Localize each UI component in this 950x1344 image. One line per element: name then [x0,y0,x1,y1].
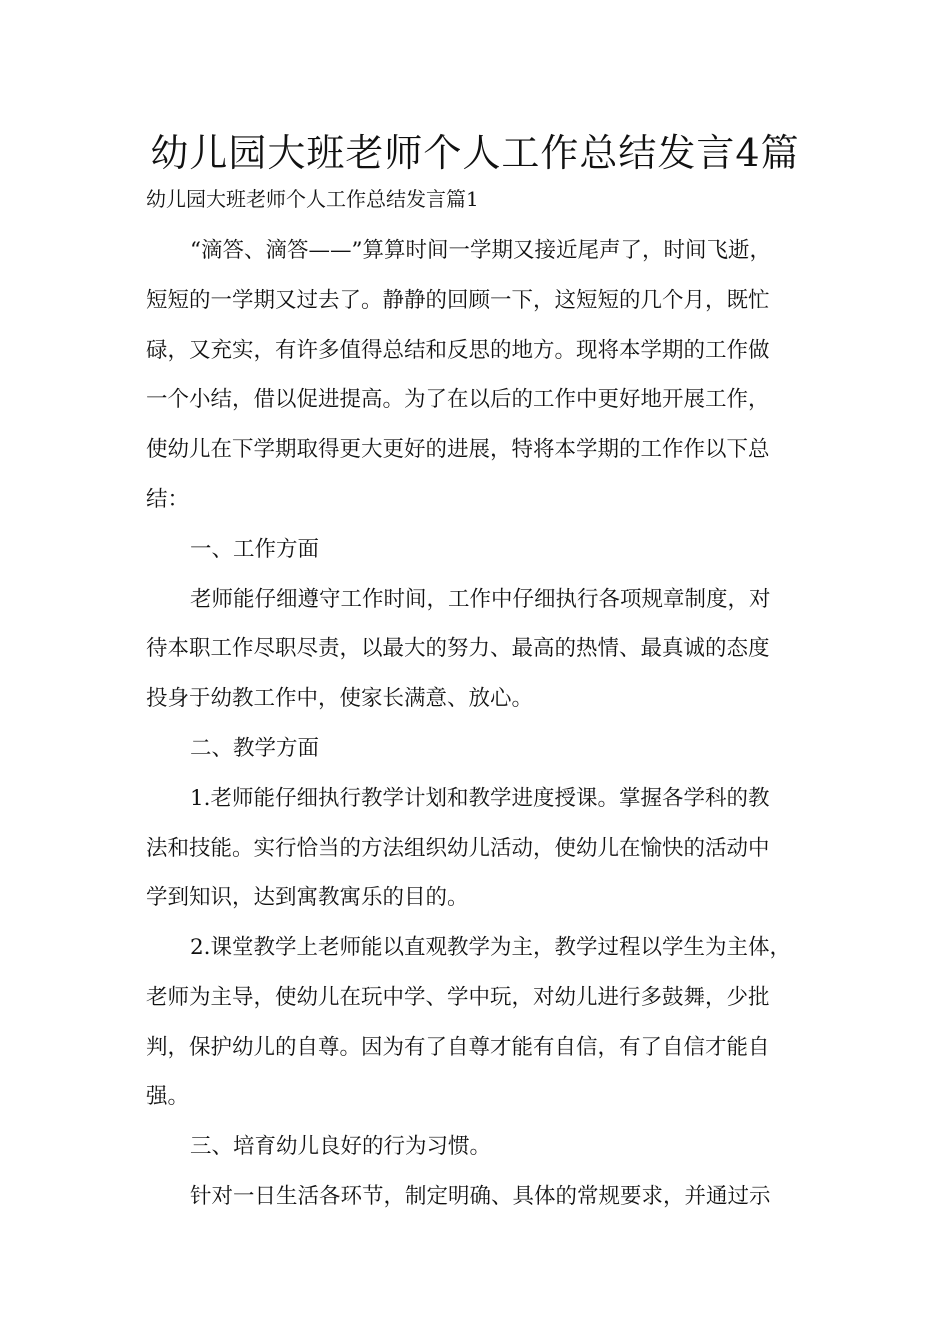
paragraph-line: 碌，又充实，有许多值得总结和反思的地方。现将本学期的工作做 [146,338,770,363]
paragraph-line: 强。 [146,1084,190,1109]
paragraph-line: 判，保护幼儿的自尊。因为有了自尊才能有自信，有了自信才能自 [146,1035,770,1060]
paragraph-line: 2.课堂教学上老师能以直观教学为主，教学过程以学生为主体， [190,935,792,960]
section-heading: 一、工作方面 [190,537,320,562]
paragraph-line: 一个小结，借以促进提高。为了在以后的工作中更好地开展工作， [146,387,770,412]
paragraph-line: 待本职工作尽职尽责，以最大的努力、最高的热情、最真诚的态度 [146,636,770,661]
paragraph-line: 老师能仔细遵守工作时间，工作中仔细执行各项规章制度，对 [190,587,771,612]
section-subtitle: 幼儿园大班老师个人工作总结发言篇1 [146,187,479,211]
paragraph-line: 使幼儿在下学期取得更大更好的进展，特将本学期的工作作以下总 [146,437,770,462]
section-heading: 三、培育幼儿良好的行为习惯。 [190,1134,492,1159]
paragraph-line: 老师为主导，使幼儿在玩中学、学中玩，对幼儿进行多鼓舞，少批 [146,985,770,1010]
paragraph-line: 1.老师能仔细执行教学计划和教学进度授课。掌握各学科的教 [190,786,770,811]
paragraph-line: 短短的一学期又过去了。静静的回顾一下，这短短的几个月，既忙 [146,288,770,313]
section-heading: 二、教学方面 [190,736,320,761]
paragraph-line: “滴答、滴答——”算算时间一学期又接近尾声了，时间飞逝， [190,238,771,263]
paragraph-line: 投身于幼教工作中，使家长满意、放心。 [146,686,534,711]
paragraph-line: 学到知识，达到寓教寓乐的目的。 [146,885,469,910]
paragraph-line: 法和技能。实行恰当的方法组织幼儿活动，使幼儿在愉快的活动中 [146,836,770,861]
paragraph-line: 针对一日生活各环节，制定明确、具体的常规要求，并通过示 [190,1184,771,1209]
document-title: 幼儿园大班老师个人工作总结发言4篇 [150,131,800,175]
paragraph-line: 结： [146,487,190,512]
